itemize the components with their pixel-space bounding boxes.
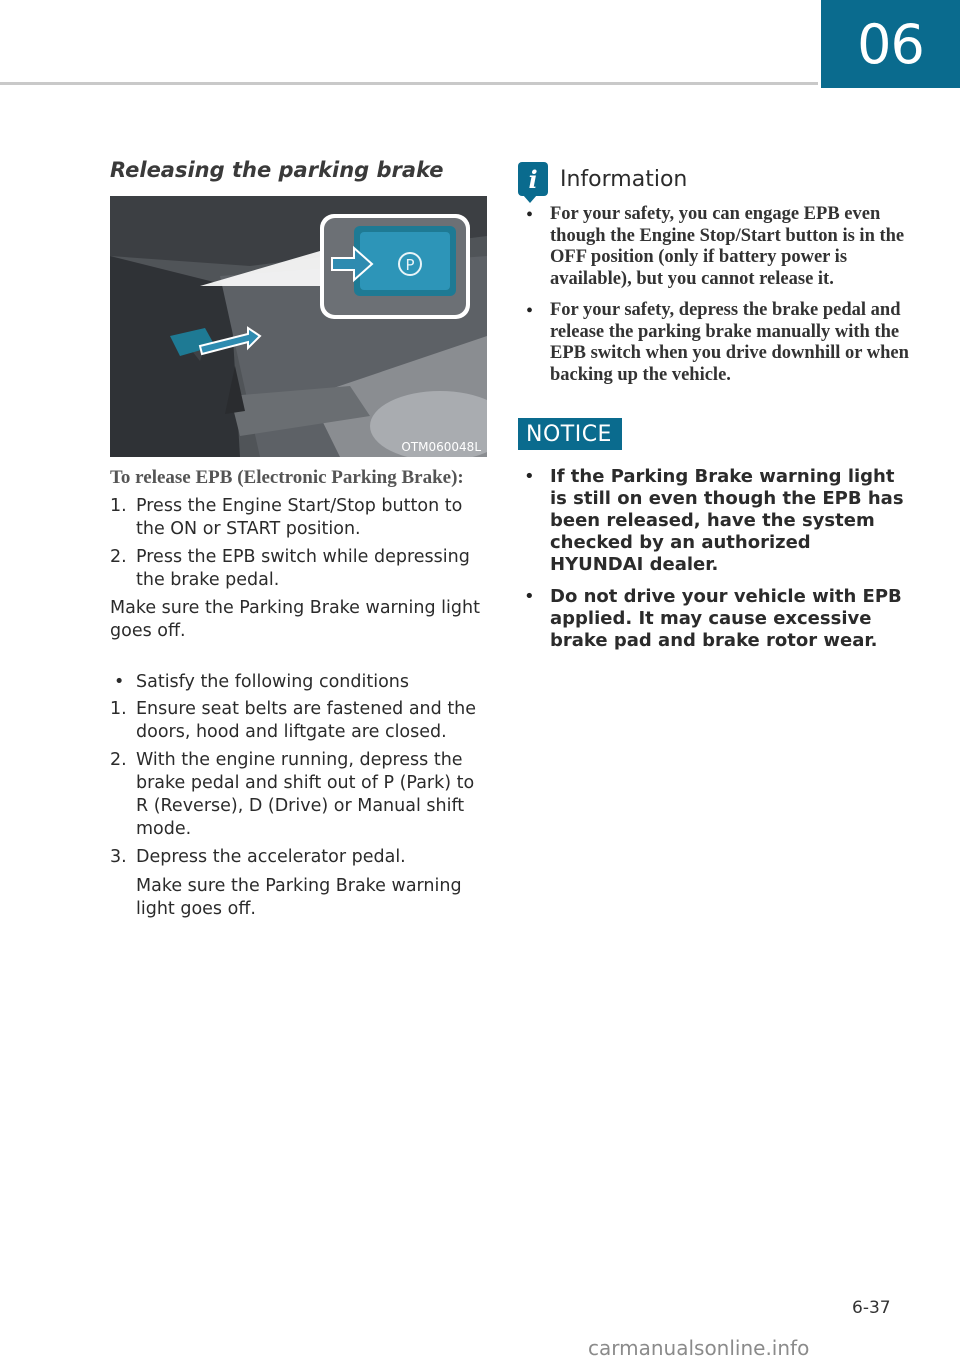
info-icon-glyph: i [528, 164, 538, 194]
figure-code: OTM060048L [401, 440, 481, 454]
step-number: 2. [110, 547, 127, 567]
conditions-bullet [110, 671, 490, 694]
header-rule [0, 82, 818, 85]
condition-number: 2. [110, 750, 127, 770]
right-column [518, 162, 910, 662]
step-text: Press the EPB switch while depressing the brake pedal. [136, 547, 470, 590]
condition-text: Depress the accelerator pedal. [136, 847, 406, 867]
condition-3 [110, 846, 490, 869]
bullet-mark: • [526, 300, 534, 322]
bullet-mark: • [524, 466, 535, 487]
step-1 [110, 495, 490, 541]
chapter-tab [821, 0, 960, 88]
condition-1 [110, 698, 490, 744]
release-steps [110, 495, 490, 921]
info-icon [518, 162, 548, 196]
epb-illustration [110, 196, 487, 457]
information-header [518, 162, 910, 196]
note-warning-light-2: Make sure the Parking Brake warning light goes off. [136, 876, 462, 919]
info-item-text: For your safety, depress the brake pedal and release the parking brake manually with the EPB switch when you drive downhill or when backing up the vehicle. [550, 300, 909, 385]
condition-text: Ensure seat belts are fastened and the doors, hood and liftgate are closed. [136, 699, 477, 742]
notice-badge: NOTICE [518, 418, 622, 450]
section-title: Releasing the parking brake [110, 158, 444, 182]
chapter-number: 06 [857, 12, 924, 76]
notice-item [518, 466, 910, 576]
bullet-text: Satisfy the following conditions [136, 672, 409, 692]
epb-figure [110, 196, 487, 457]
info-item [518, 300, 910, 386]
info-item-text: For your safety, you can engage EPB even though the Engine Stop/Start button is in the OFF position (only if battery power is available), but you cannot release it. [550, 204, 905, 289]
notice-item-text: If the Parking Brake warning light is still on even though the EPB has been released, have the system checked by an authorized HYUNDAI dealer. [550, 466, 904, 575]
step-text: Press the Engine Start/Stop button to the ON or START position. [136, 496, 463, 539]
info-item [518, 204, 910, 290]
release-heading: To release EPB (Electronic Parking Brake): [110, 467, 464, 488]
step-number: 1. [110, 496, 127, 516]
notice-item-text: Do not drive your vehicle with EPB applied. It may cause excessive brake pad and brake rotor wear. [550, 586, 902, 651]
condition-number: 1. [110, 699, 127, 719]
bullet-mark: • [114, 672, 125, 692]
information-title: Information [560, 166, 688, 192]
bullet-mark: • [526, 204, 534, 226]
watermark: carmanualsonline.info [588, 1336, 810, 1360]
notice-item [518, 586, 910, 652]
step-2 [110, 546, 490, 592]
left-column [110, 150, 490, 925]
condition-2 [110, 749, 490, 841]
parking-symbol: P [405, 256, 415, 274]
page-number: 6-37 [852, 1298, 891, 1318]
condition-text: With the engine running, depress the brake pedal and shift out of P (Park) to R (Reverse), D (Drive) or Manual shift mode. [136, 750, 475, 839]
bullet-mark: • [524, 586, 535, 607]
note-warning-light: Make sure the Parking Brake warning light goes off. [110, 598, 480, 641]
condition-number: 3. [110, 847, 127, 867]
